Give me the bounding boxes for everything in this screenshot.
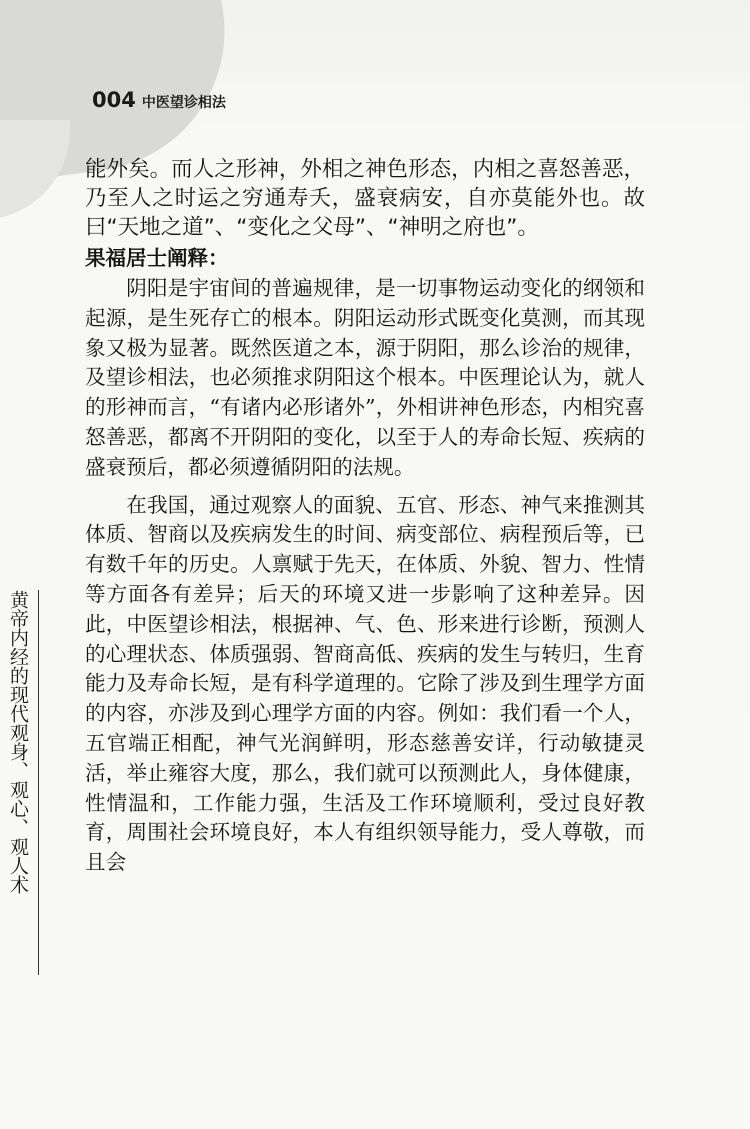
intro-paragraph: 能外矣。而人之形神，外相之神色形态，内相之喜怒善恶，乃至人之时运之穷通寿夭，盛衰病安，自亦莫能外也。故曰“天地之道”、“变化之父母”、“神明之府也”。 bbox=[85, 157, 645, 240]
page-content bbox=[85, 155, 645, 878]
page-number: 004 bbox=[92, 88, 136, 112]
section-heading: 果福居士阐释： bbox=[85, 246, 229, 270]
book-title: 中医望诊相法 bbox=[141, 95, 226, 111]
paragraph-gap bbox=[85, 483, 645, 491]
side-book-title: 黄帝内经的现代观身、观心、观人术 bbox=[7, 590, 29, 894]
side-divider bbox=[38, 590, 39, 975]
running-header bbox=[92, 88, 226, 112]
paragraph-2: 在我国，通过观察人的面貌、五官、形态、神气来推测其体质、智商以及疾病发生的时间、病变部位、病程预后等，已有数千年的历史。人禀赋于先天，在体质、外貌、智力、性情等方面各有差异；后天的环境又进一步影响了这种差异。因此，中医望诊相法，根据神、气、色、形来进行诊断，预测人的心理状态、体质强弱、智商高低、疾病的发生与转归，生育能力及寿命长短，是有科学道理的。它除了涉及到生理学方面的内容，亦涉及到心理学方面的内容。例如：我们看一个人，五官端正相配，神气光润鲜明，形态慈善安详，行动敏捷灵活，举止雍容大度，那么，我们就可以预测此人，身体健康，性情温和，工作能力强，生活及工作环境顺利，受过良好教育，周围社会环境良好，本人有组织领导能力，受人尊敬，而且会 bbox=[85, 492, 645, 875]
paragraph-1: 阴阳是宇宙间的普遍规律，是一切事物运动变化的纲领和起源，是生死存亡的根本。阴阳运动形式既变化莫测，而其现象又极为显著。既然医道之本，源于阴阳，那么诊治的规律，及望诊相法，也必须推求阴阳这个根本。中医理论认为，就人的形神而言，“有诸内必形诸外”，外相讲神色形态，内相究喜怒善恶，都离不开阴阳的变化，以至于人的寿命长短、疾病的盛衰预后，都必须遵循阴阳的法规。 bbox=[85, 276, 645, 479]
